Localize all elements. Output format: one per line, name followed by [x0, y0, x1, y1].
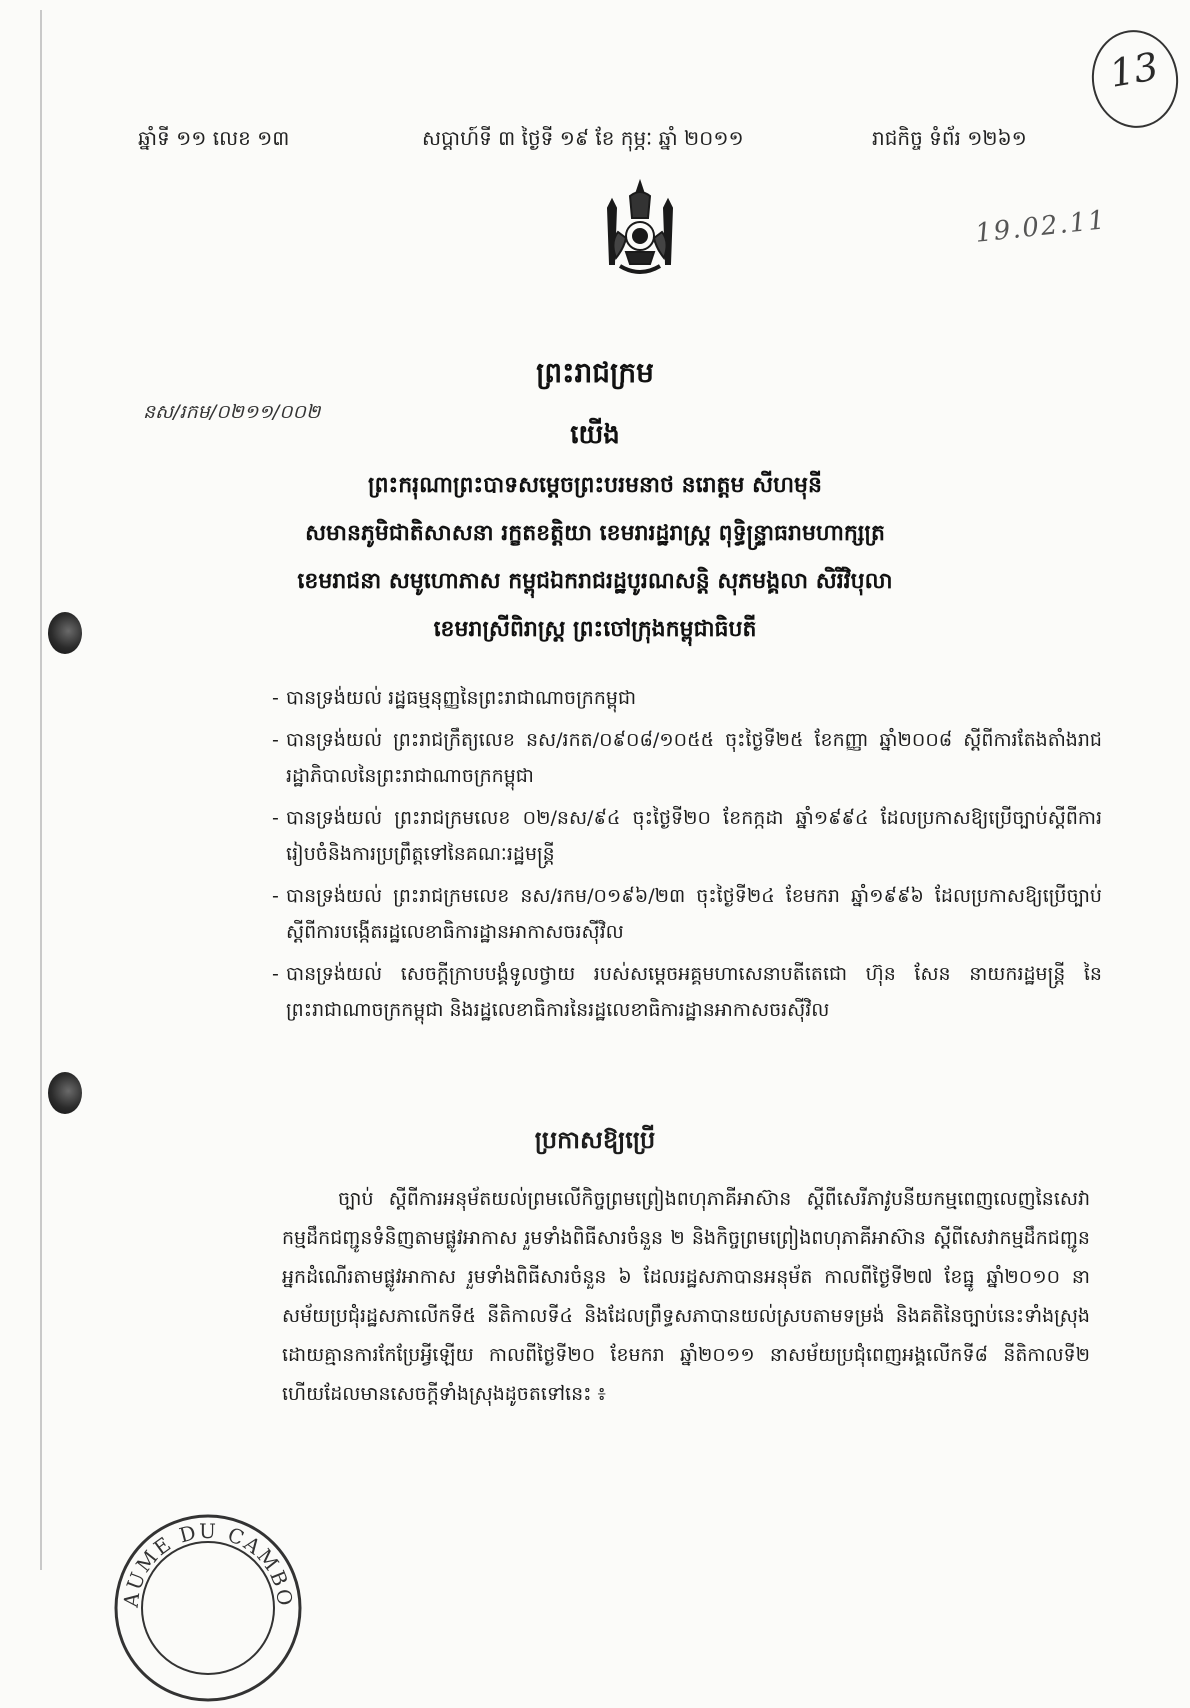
document-subtitle: យើង: [570, 420, 620, 450]
handwritten-page-number: 13: [1106, 44, 1162, 96]
royal-title-line: ព្រះករុណាព្រះបាទសម្តេចព្រះបរមនាថ នរោត្តម សីហមុនី: [368, 473, 822, 498]
seal-text: AUME DU CAMBO: [118, 1518, 298, 1609]
consideration-item: - បានទ្រង់យល់ សេចក្តីក្រាបបង្គំទូលថ្វាយ របស់សម្តេចអគ្គមហាសេនាបតីតេជោ ហ៊ុន សែន នាយករដ្ឋមន្ត្រី នៃព្រះរាជាណាចក្រកម្ពុជា និងរដ្ឋលេខាធិការនៃរដ្ឋលេខាធិការដ្ឋានអាកាសចរស៊ីវិល: [272, 956, 1102, 1028]
consideration-item: - បានទ្រង់យល់ ព្រះរាជក្រមលេខ ០២/នស/៩៤ ចុះថ្ងៃទី២០ ខែកក្កដា ឆ្នាំ១៩៩៤ ដែលប្រកាសឱ្យប្រើច្បាប់ស្តីពីការរៀបចំនិងការប្រព្រឹត្តទៅនៃគណៈរដ្ឋមន្ត្រី: [272, 800, 1102, 872]
punch-hole-icon: [48, 1072, 82, 1114]
considerations-list: [272, 680, 1102, 1034]
proclamation-body: ច្បាប់ ស្តីពីការអនុម័តយល់ព្រមលើកិច្ចព្រមព្រៀងពហុភាគីអាស៊ាន ស្តីពីសេរីភាវូបនីយកម្មពេញលេញនៃសេវាកម្មដឹកជញ្ជូនទំនិញតាមផ្លូវអាកាស រួមទាំងពិធីសារចំនួន ២ និងកិច្ចព្រមព្រៀងពហុភាគីអាស៊ាន ស្តីពីសេវាកម្មដឹកជញ្ជូនអ្នកដំណើរតាមផ្លូវអាកាស រួមទាំងពិធីសារចំនួន ៦ ដែលរដ្ឋសភាបានអនុម័ត កាលពីថ្ងៃទី២៧ ខែធ្នូ ឆ្នាំ២០១០ នាសម័យប្រជុំរដ្ឋសភាលើកទី៥ នីតិកាលទី៤ និងដែលព្រឹទ្ធសភាបានយល់ស្របតាមទម្រង់ និងគតិនៃច្បាប់នេះទាំងស្រុង ដោយគ្មានការកែប្រែអ្វីឡើយ កាលពីថ្ងៃទី២០ ខែមករា ឆ្នាំ២០១១ នាសម័យប្រជុំពេញអង្គលើកទី៨ នីតិកាលទី២ ហើយដែលមានសេចក្តីទាំងស្រុងដូចតទៅនេះ ៖: [282, 1188, 1090, 1405]
svg-text:AUME DU CAMBO: [119, 1519, 298, 1610]
consideration-item: - បានទ្រង់យល់ ព្រះរាជក្រមលេខ នស/រកម/០១៩៦/២៣ ចុះថ្ងៃទី២៤ ខែមករា ឆ្នាំ១៩៩៦ ដែលប្រកាសឱ្យប្រើច្បាប់ស្តីពីការបង្កើតរដ្ឋលេខាធិការដ្ឋានអាកាសចរស៊ីវិល: [272, 878, 1102, 950]
royal-title-block: [0, 462, 1190, 654]
official-seal-icon: [108, 1508, 308, 1708]
document-title: ព្រះរាជក្រម: [536, 356, 654, 389]
reference-number: នស/រកម/០២១១/០០២: [143, 401, 321, 423]
royal-title-line: ខេមរាជនា សមូហោភាស កម្ពុជឯករាជរដ្ឋបូរណសន្តិ សុភមង្គលា សិរីវិបុលា: [297, 569, 893, 594]
royal-coat-of-arms-icon: [590, 178, 690, 288]
header-page: រាជកិច្ច ទំព័រ ១២៦១: [872, 126, 1027, 150]
consideration-item: - បានទ្រង់យល់ រដ្ឋធម្មនុញ្ញនៃព្រះរាជាណាចក្រកម្ពុជា: [272, 680, 1102, 716]
consideration-item: - បានទ្រង់យល់ ព្រះរាជក្រឹត្យលេខ នស/រកត/០៩០៨/១០៥៥ ចុះថ្ងៃទី២៥ ខែកញ្ញា ឆ្នាំ២០០៨ ស្តីពីការតែងតាំងរាជរដ្ឋាភិបាលនៃព្រះរាជាណាចក្រកម្ពុជា: [272, 722, 1102, 794]
handwritten-date: 19.02.11: [973, 205, 1108, 249]
header-week-date: សប្តាហ៍ទី ៣ ថ្ងៃទី ១៩ ខែ កុម្ភៈ ឆ្នាំ ២០១១: [422, 126, 744, 150]
binding-line: [40, 10, 42, 1570]
gazette-header: [0, 125, 1190, 155]
proclamation-heading: ប្រកាសឱ្យប្រើ: [534, 1126, 656, 1154]
royal-title-line: សមានភូមិជាតិសាសនា រក្ខតខត្តិយា ខេមរារដ្ឋរាស្ត្រ ពុទ្ធិន្ទ្រាធរាមហាក្សត្រ: [305, 521, 885, 546]
royal-title-line: ខេមរាស្រីពិរាស្ត្រ ព្រះចៅក្រុងកម្ពុជាធិបតី: [433, 617, 757, 642]
header-year-issue: ឆ្នាំទី ១១ លេខ ១៣: [138, 126, 290, 150]
